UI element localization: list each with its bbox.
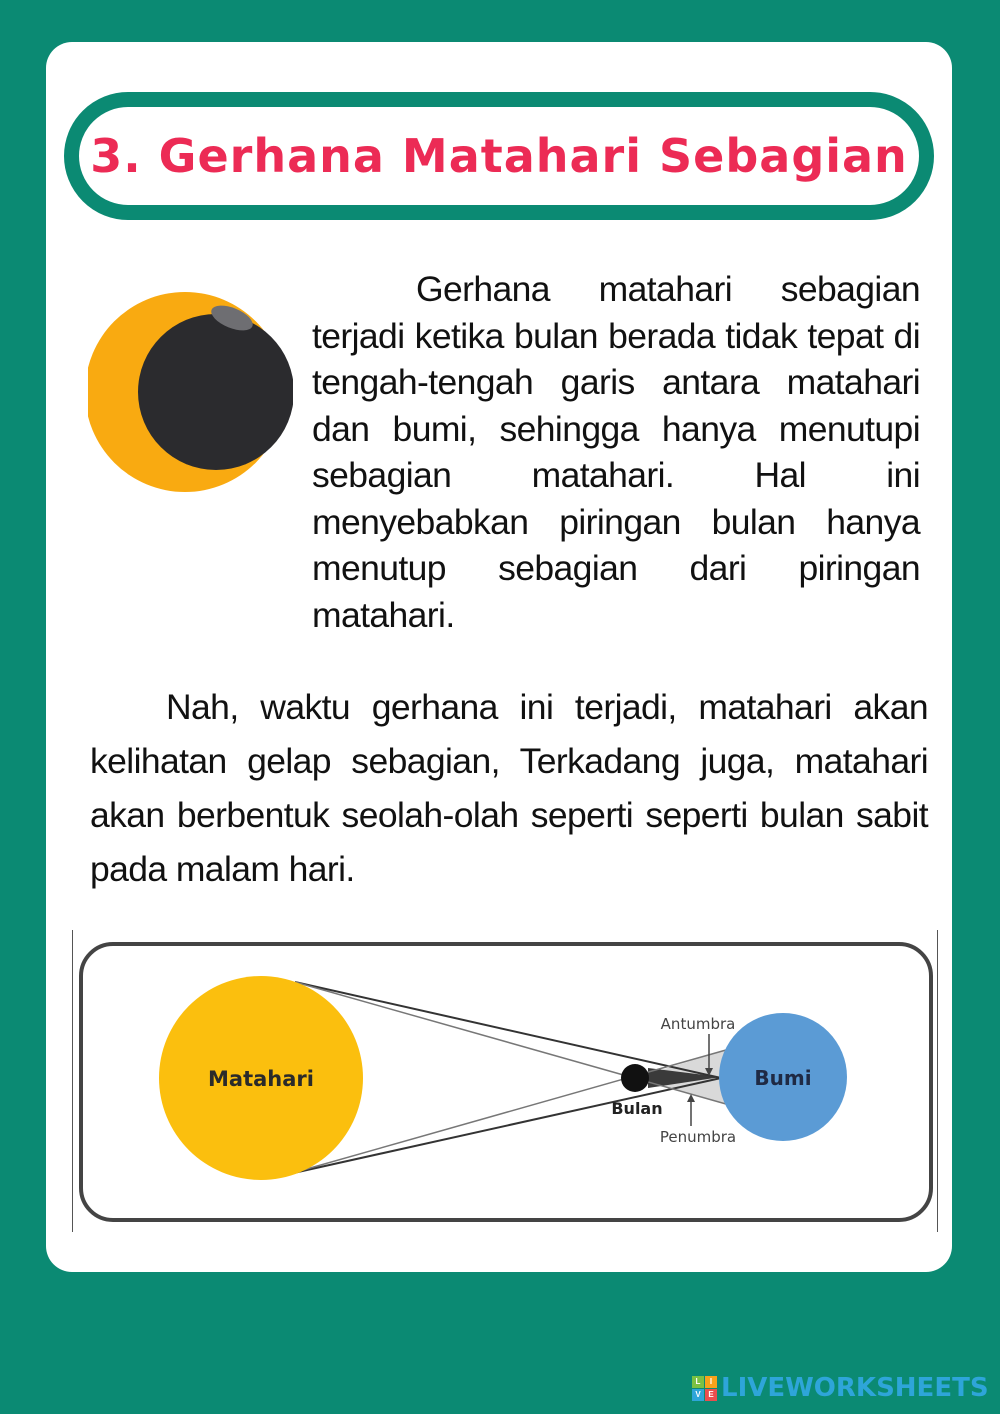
penumbra-label: Penumbra xyxy=(659,1128,737,1146)
liveworksheets-logo-icon: L I V E xyxy=(692,1376,717,1401)
page-title: 3. Gerhana Matahari Sebagian xyxy=(90,129,908,183)
paragraph-description: Nah, waktu gerhana ini terjadi, matahari akan kelihatan gelap sebagian, Terkadang juga, matahari akan berbentuk seolah-olah seperti seperti bulan sabit pada malam hari. xyxy=(90,687,928,889)
content-card xyxy=(46,42,952,1272)
antumbra-label: Antumbra xyxy=(660,1015,736,1033)
sun-label: Matahari xyxy=(208,1067,314,1091)
moon-label: Bulan xyxy=(611,1099,663,1118)
earth-label: Bumi xyxy=(754,1066,812,1090)
title-banner xyxy=(64,92,934,220)
moon-circle xyxy=(621,1064,649,1092)
eclipse-diagram xyxy=(72,930,938,1232)
liveworksheets-watermark xyxy=(692,1373,989,1403)
paragraph-definition: Gerhana matahari sebagian terjadi ketika bulan berada tidak tepat di tengah-tengah garis antara matahari dan bumi, sehingga hanya menutupi sebagian matahari. Hal ini menyebabkan piringan bulan hanya menutup sebagian dari piringan matahari. xyxy=(312,269,920,635)
watermark-text: LIVEWORKSHEETS xyxy=(721,1373,989,1403)
partial-solar-eclipse-icon xyxy=(88,292,293,497)
